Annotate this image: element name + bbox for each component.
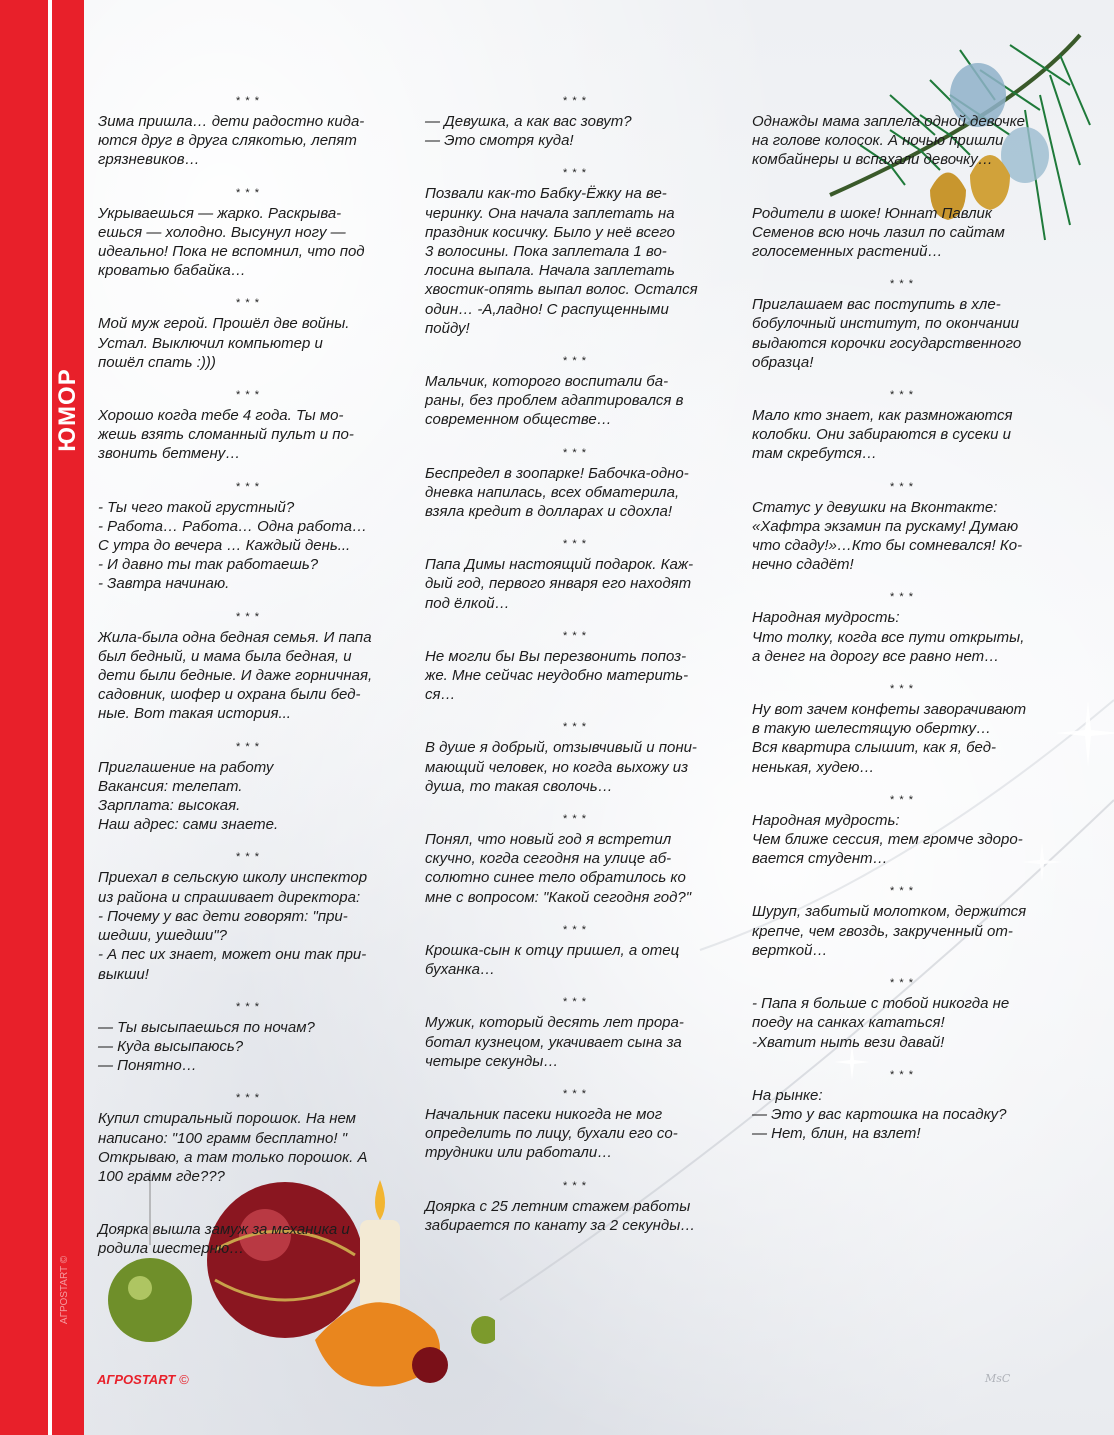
joke-item [425, 630, 725, 705]
joke-line: Зарплата: высокая. [98, 797, 241, 815]
joke-line: Мужик, который десять лет прора- [425, 1014, 684, 1032]
joke-separator: * * * [236, 389, 260, 402]
joke-line: современном обществе… [425, 411, 612, 429]
joke-line: Наш адрес: сами знаете. [98, 816, 279, 834]
joke-item [425, 996, 725, 1071]
column-2 [425, 95, 725, 1252]
joke-separator: * * * [563, 538, 587, 551]
joke-line: Статус у девушки на Вконтакте: [752, 498, 998, 516]
joke-line: Вакансия: телепат. [98, 777, 243, 795]
joke-line: лосина выпала. Начала заплетать [425, 262, 675, 280]
joke-item [425, 447, 725, 522]
joke-line: Купил стиральный порошок. На нем [98, 1110, 356, 1128]
joke-line: Хорошо когда тебе 4 года. Ты мо- [98, 407, 344, 425]
joke-line: Устал. Выключил компьютер и [98, 334, 323, 352]
joke-item [425, 1088, 725, 1163]
logo-part-2: START [133, 1372, 176, 1387]
joke-line: там скребутся… [752, 445, 877, 463]
joke-line: на голове колосок. А ночью пришли [752, 132, 1004, 150]
joke-separator: * * * [563, 629, 587, 642]
joke-line: Доярка вышла замуж за механика и [98, 1221, 350, 1239]
joke-spacer [752, 95, 1052, 107]
joke-separator: * * * [890, 793, 914, 806]
joke-line: Чем ближе сессия, тем громче здоро- [752, 831, 1023, 849]
joke-separator: * * * [890, 1068, 914, 1081]
joke-separator: * * * [563, 721, 587, 734]
logo-part-1: АГРО [97, 1372, 134, 1387]
joke-line: дый год, первого января его находят [425, 575, 692, 593]
joke-line: нечно сдадёт! [752, 556, 854, 574]
joke-item [752, 977, 1052, 1052]
joke-line: Приглашаем вас поступить в хле- [752, 296, 1001, 314]
joke-line: праздник косичку. Было у неё всего [425, 223, 675, 241]
joke-line: 3 волосины. Пока заплетала 1 во- [425, 243, 667, 261]
joke-line: — Понятно… [98, 1057, 197, 1075]
joke-line: Однажды мама заплела одной девочке [752, 113, 1026, 130]
joke-item [425, 1180, 725, 1235]
joke-line: в такую шелестящую обертку… [752, 720, 992, 738]
publisher-logo [97, 1372, 189, 1387]
joke-separator: * * * [563, 813, 587, 826]
joke-line: выдаются корочки государственного [752, 334, 1022, 352]
joke-line: Доярка с 25 летним стажем работы [425, 1197, 691, 1215]
joke-line: Приехал в сельскую школу инспектор [98, 869, 368, 887]
joke-item [425, 813, 725, 907]
joke-item [752, 591, 1052, 666]
joke-line: а денег на дорогу все равно нет… [752, 647, 1000, 665]
joke-line: мающий человек, но когда выхожу из [425, 758, 689, 776]
joke-line: четыре секунды… [425, 1052, 559, 1070]
joke-line: черинку. Она начала заплетать на [425, 204, 675, 222]
joke-item [752, 1069, 1052, 1144]
joke-line: скучно, когда сегодня на улице аб- [425, 850, 672, 868]
joke-line: - Ты чего такой грустный? [98, 498, 295, 516]
joke-line: был бедный, и мама была бедная, и [98, 647, 352, 665]
joke-line: один… -А,ладно! С распущенными [425, 300, 669, 318]
joke-separator: * * * [236, 297, 260, 310]
joke-item [98, 389, 398, 464]
joke-line: Папа Димы настоящий подарок. Каж- [425, 556, 694, 574]
joke-line: душа, то такая сволочь… [425, 777, 613, 795]
joke-line: - Папа я больше с тобой никогда не [752, 995, 1010, 1013]
joke-line: Мало кто знает, как размножаются [752, 407, 1013, 425]
joke-item [98, 1001, 398, 1076]
joke-item [98, 1092, 398, 1186]
joke-line: ненькая, худею… [752, 758, 875, 776]
joke-line: Семенов всю ночь лазил по сайтам [752, 223, 1005, 241]
joke-line: Понял, что новый год я встретил [425, 831, 672, 849]
joke-line: шедши, ушедши"? [98, 927, 227, 945]
joke-line: поеду на санках кататься! [752, 1014, 945, 1032]
footer-vertical-text: АГРОSTART © [59, 1255, 70, 1325]
joke-spacer [752, 187, 1052, 199]
joke-line: Мой муж герой. Прошёл две войны. [98, 315, 350, 333]
joke-item [752, 794, 1052, 869]
joke-separator: * * * [236, 95, 260, 107]
joke-line: буханка… [425, 961, 495, 979]
joke-item [752, 95, 1052, 170]
joke-item [752, 481, 1052, 575]
joke-line: Ну вот зачем конфеты заворачивают [752, 701, 1027, 719]
joke-line: Шуруп, забитый молотком, держится [752, 903, 1027, 921]
joke-line: колобки. Они забираются в сусеки и [752, 426, 1012, 444]
joke-line: Народная мудрость: [752, 609, 900, 627]
joke-line: — Нет, блин, на взлет! [752, 1125, 921, 1143]
joke-line: Приглашение на работу [98, 758, 274, 776]
joke-separator: * * * [236, 1000, 260, 1013]
joke-line: голосеменных растений… [752, 243, 943, 261]
joke-line: — Куда высыпаюсь? [98, 1037, 244, 1055]
joke-separator: * * * [890, 480, 914, 493]
joke-line: из района и спрашивает директора: [98, 888, 361, 906]
column-1 [98, 95, 398, 1276]
joke-item [425, 355, 725, 430]
joke-line: Жила-была одна бедная семья. И папа [98, 628, 372, 646]
joke-line: - И давно ты так работаешь? [98, 556, 319, 574]
joke-separator: * * * [563, 923, 587, 936]
joke-separator: * * * [236, 610, 260, 623]
joke-item [425, 538, 725, 613]
joke-item [425, 95, 725, 150]
joke-separator: * * * [890, 389, 914, 402]
joke-line: - А пес их знает, может они так при- [98, 946, 367, 964]
joke-line: садовник, шофер и охрана были бед- [98, 686, 361, 704]
joke-line: трудники или работали… [425, 1144, 613, 1162]
joke-line: Что толку, когда все пути открыты, [752, 628, 1025, 646]
joke-line: -Хватит ныть вези давай! [752, 1033, 945, 1051]
joke-line: определить по лицу, бухали его со- [425, 1125, 678, 1143]
joke-line: «Хафтра экзамин па рускаму! Думаю [752, 517, 1019, 535]
joke-item [425, 721, 725, 796]
joke-separator: * * * [563, 996, 587, 1009]
joke-line: звонить бетмену… [98, 445, 241, 463]
joke-line: под ёлкой… [425, 594, 510, 612]
joke-line: Не могли бы Вы перезвонить попоз- [425, 647, 687, 665]
joke-separator: * * * [890, 683, 914, 696]
joke-line: Беспредел в зоопарке! Бабочка-одно- [425, 464, 689, 482]
joke-line: Начальник пасеки никогда не мог [425, 1105, 663, 1123]
joke-item [98, 481, 398, 594]
joke-line: хвостик-опять выпал волос. Остался [425, 281, 698, 299]
joke-separator: * * * [563, 1179, 587, 1192]
joke-separator: * * * [890, 278, 914, 291]
joke-line: написано: "100 грамм бесплатно! " [98, 1129, 348, 1147]
joke-line: На рынке: [752, 1086, 823, 1104]
joke-line: бобулочный институт, по окончании [752, 315, 1020, 333]
joke-separator: * * * [563, 355, 587, 368]
artist-signature: MsC [985, 1372, 1011, 1385]
joke-line: - Завтра начинаю. [98, 575, 230, 593]
joke-line: ные. Вот такая история... [98, 705, 291, 723]
joke-item [98, 611, 398, 724]
joke-line: дети были бедные. И даже горничная, [98, 667, 373, 685]
joke-line: грязневиков… [98, 151, 200, 169]
joke-line: - Работа… Работа… Одна работа… [98, 517, 367, 535]
joke-item [752, 278, 1052, 372]
joke-line: — Ты высыпаешься по ночам? [98, 1018, 315, 1036]
joke-line: — Это смотря куда! [425, 132, 574, 150]
joke-line: 100 грамм где??? [98, 1167, 225, 1185]
joke-item [98, 851, 398, 983]
joke-line: родила шестерню… [98, 1240, 245, 1258]
joke-line: раны, без проблем адаптировался в [425, 392, 684, 410]
joke-line: ботал кузнецом, укачивает сына за [425, 1033, 682, 1051]
joke-separator: * * * [236, 1092, 260, 1105]
joke-separator: * * * [563, 167, 587, 180]
joke-line: - Почему у вас дети говорят: "при- [98, 907, 348, 925]
joke-item [98, 1203, 398, 1258]
joke-line: Укрываешься — жарко. Раскрыва- [98, 204, 342, 222]
joke-item [425, 924, 725, 979]
joke-line: комбайнеры и вспахали девочку… [752, 151, 993, 169]
joke-item [98, 741, 398, 835]
joke-line: Крошка-сын к отцу пришел, а отец [425, 941, 680, 959]
joke-line: же. Мне сейчас неудобно материть- [425, 667, 689, 685]
joke-line: Мальчик, которого воспитали ба- [425, 373, 669, 391]
joke-line: образца! [752, 353, 814, 371]
joke-separator: * * * [236, 186, 260, 199]
joke-line: Позвали как-то Бабку-Ёжку на ве- [425, 185, 667, 203]
joke-line: — Девушка, а как вас зовут? [425, 113, 632, 130]
section-label: ЮМОР [54, 368, 81, 452]
joke-line: солютно синее тело обратилось ко [425, 869, 686, 887]
joke-line: С утра до вечера … Каждый день... [98, 537, 351, 555]
joke-line: ются друг в друга слякотью, лепят [98, 132, 357, 150]
joke-separator: * * * [890, 591, 914, 604]
joke-item [752, 187, 1052, 262]
joke-line: взяла кредит в долларах и сдохла! [425, 503, 673, 521]
joke-separator: * * * [563, 446, 587, 459]
joke-line: ешься — холодно. Высунул ногу — [98, 223, 346, 241]
column-3 [752, 95, 1052, 1160]
joke-line: верткой… [752, 941, 828, 959]
copyright-mark: © [179, 1372, 189, 1387]
joke-line: пойду! [425, 319, 470, 337]
joke-line: дневка напилась, всех обматерила, [425, 483, 680, 501]
joke-line: Народная мудрость: [752, 811, 900, 829]
joke-item [752, 683, 1052, 777]
joke-item [425, 167, 725, 338]
joke-spacer [98, 1203, 398, 1215]
joke-line: ся… [425, 686, 456, 704]
joke-line: крепче, чем гвоздь, закрученный от- [752, 922, 1013, 940]
side-bar [0, 0, 48, 1435]
joke-item [752, 885, 1052, 960]
joke-item [98, 297, 398, 372]
joke-item [98, 95, 398, 170]
joke-line: Родители в шоке! Юннат Павлик [752, 204, 992, 222]
joke-line: — Это у вас картошка на посадку? [752, 1105, 1007, 1123]
joke-separator: * * * [890, 977, 914, 990]
joke-separator: * * * [563, 95, 587, 107]
joke-separator: * * * [236, 480, 260, 493]
joke-separator: * * * [563, 1087, 587, 1100]
side-bar-inner [52, 0, 84, 1435]
joke-line: пошёл спать :))) [98, 353, 216, 371]
joke-line: выкши! [98, 965, 149, 983]
joke-separator: * * * [236, 851, 260, 864]
joke-line: В душе я добрый, отзывчивый и пони- [425, 739, 697, 757]
joke-line: идеально! Пока не вспомнил, что под [98, 243, 365, 261]
joke-line: кроватью бабайка… [98, 262, 246, 280]
joke-separator: * * * [890, 885, 914, 898]
joke-line: Зима пришла… дети радостно кида- [98, 113, 365, 130]
joke-line: жешь взять сломанный пульт и по- [98, 426, 354, 444]
joke-item [752, 389, 1052, 464]
joke-line: Вся квартира слышит, как я, бед- [752, 739, 997, 757]
joke-line: что сдаду!»…Кто бы сомневался! Ко- [752, 537, 1023, 555]
joke-line: вается студент… [752, 850, 888, 868]
joke-line: мне с вопросом: "Какой сегодня год?" [425, 888, 692, 906]
joke-line: забирается по канату за 2 секунды… [425, 1216, 696, 1234]
joke-separator: * * * [236, 740, 260, 753]
joke-line: Открываю, а там только порошок. А [98, 1148, 368, 1166]
joke-item [98, 187, 398, 281]
